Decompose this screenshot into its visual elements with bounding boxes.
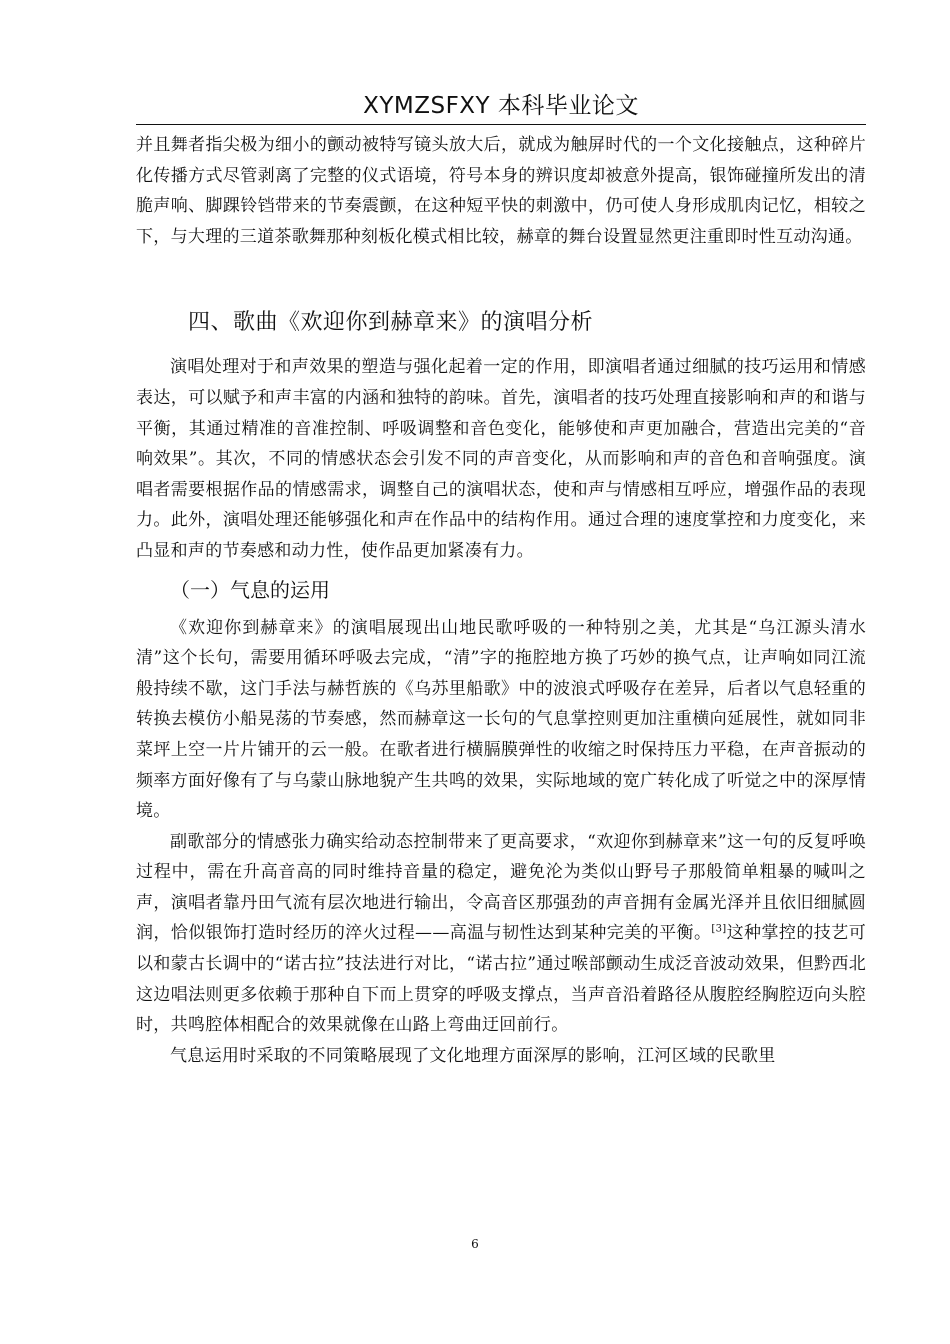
paragraph-chorus-text-2: 这种掌控的技艺可以和蒙古长调中的“诺古拉”技法进行对比，“诺古拉”通过喉部颤动生成泛音波动效果，但黔西北这边唱法则更多依赖于那种自下而上贯穿的呼吸支撑点，当声音沿着路径从腹腔经胸腔迈向头腔时，共鸣腔体相配合的效果就像在山路上弯曲迂回前行。	[136, 923, 866, 1036]
paragraph-chorus-text-1: 副歌部分的情感张力确实给动态控制带来了更高要求，“欢迎你到赫章来”这一句的反复呼唤过程中，需在升高音高的同时维持音量的稳定，避免沦为类似山野号子那般简单粗暴的喊叫之声，演唱者靠丹田气流有层次地进行输出，令高音区那强劲的声音拥有金属光泽并且依旧细腻圆润，恰似银饰打造时经历的淬火过程——高温与韧性达到某种完美的平衡。	[136, 831, 866, 944]
paragraph-breath-strategies: 气息运用时采取的不同策略展现了文化地理方面深厚的影响，江河区域的民歌里	[170, 1045, 776, 1066]
paragraph-continued: 并且舞者指尖极为细小的颤动被特写镜头放大后，就成为触屏时代的一个文化接触点，这种碎片化传播方式尽管剥离了完整的仪式语境，符号本身的辨识度却被意外提高，银饰碰撞所发出的清脆声响、脚踝铃铛带来的节奏震颤，在这种短平快的刺激中，仍可使人身形成肌肉记忆，相较之下，与大理的三道茶歌舞那种刻板化模式相比较，赫章的舞台设置显然更注重即时性互动沟通。	[136, 135, 866, 247]
paragraph-chorus-dynamics	[136, 827, 866, 1041]
running-header: XYMZSFXY 本科毕业论文	[363, 93, 639, 119]
paragraph-breath-usage: 《欢迎你到赫章来》的演唱展现出山地民歌呼吸的一种特别之美，尤其是“乌江源头清水清”这个长句，需要用循环呼吸去完成，“清”字的拖腔地方换了巧妙的换气点，让声响如同江流般持续不歇，这门手法与赫哲族的《乌苏里船歌》中的波浪式呼吸存在差异，后者以气息轻重的转换去模仿小船晃荡的节奏感，然而赫章这一长句的气息掌控则更加注重横向延展性，就如同非菜坪上空一片片铺开的云一般。在歌者进行横膈膜弹性的收缩之时保持压力平稳，在声音振动的频率方面好像有了与乌蒙山脉地貌产生共鸣的效果，实际地域的宽广转化成了听觉之中的深厚情境。	[136, 617, 866, 822]
page-body	[136, 130, 866, 1071]
paragraph-singing-processing: 演唱处理对于和声效果的塑造与强化起着一定的作用，即演唱者通过细腻的技巧运用和情感表达，可以赋予和声丰富的内涵和独特的韵味。首先，演唱者的技巧处理直接影响和声的和谐与平衡，其通过精准的音准控制、呼吸调整和音色变化，能够使和声更加融合，营造出完美的“音响效果”。其次，不同的情感状态会引发不同的声音变化，从而影响和声的音色和音响强度。演唱者需要根据作品的情感需求，调整自己的演唱状态，使和声与情感相互呼应，增强作品的表现力。此外，演唱处理还能够强化和声在作品中的结构作用。通过合理的速度掌控和力度变化，来凸显和声的节奏感和动力性，使作品更加紧凑有力。	[136, 357, 866, 561]
page-number: 6	[471, 1237, 479, 1251]
section-heading-4: 四、歌曲《欢迎你到赫章来》的演唱分析	[188, 310, 594, 336]
citation-marker: [3]	[711, 923, 727, 935]
subsection-heading-breath: （一）气息的运用	[170, 577, 330, 602]
header-divider	[136, 124, 866, 125]
